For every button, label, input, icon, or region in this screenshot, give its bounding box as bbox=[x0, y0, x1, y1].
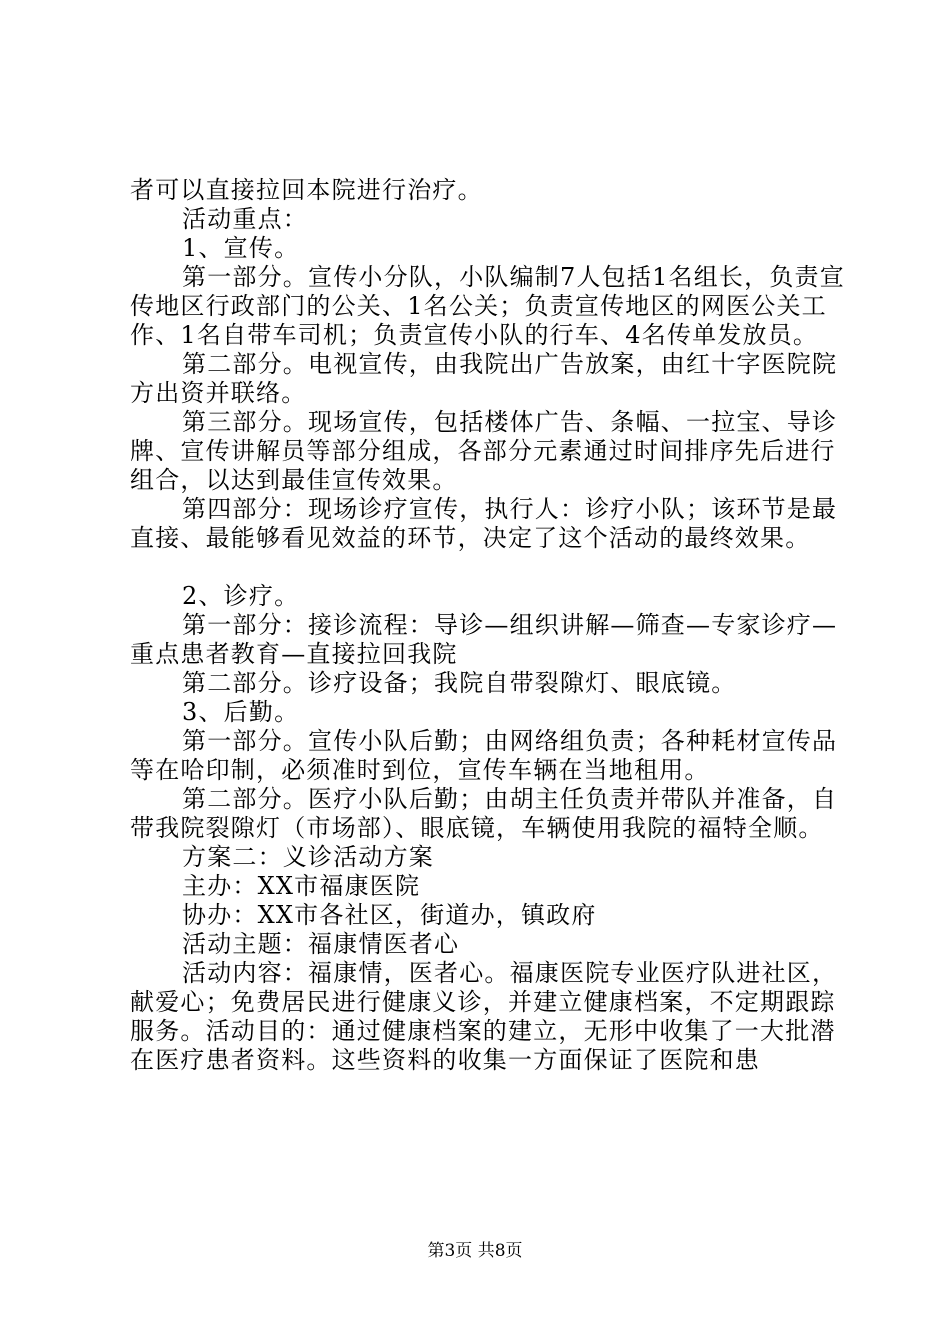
document-body bbox=[130, 176, 850, 1075]
plan-co-organizer: 协办：XX市各社区，街道办，镇政府 bbox=[182, 901, 597, 929]
page-number: 第3页 共8页 bbox=[427, 1241, 523, 1261]
section-heading-activity-focus: 活动重点： bbox=[182, 205, 308, 233]
paragraph-logistics-part-2: 第二部分。医疗小队后勤；由胡主任负责并带队并准备，自带我院裂隙灯（市场部）、眼底镜，车辆使用我院的福特全顺。 bbox=[130, 785, 838, 842]
section-heading-publicity: 1、宣传。 bbox=[182, 234, 300, 262]
paragraph-publicity-part-1: 第一部分。宣传小分队，小队编制7人包括1名组长，负责宣传地区行政部门的公关、1名公关；负责宣传地区的网医公关工作、1名自带车司机；负责宣传小队的行车、4名传单发放员。 bbox=[130, 263, 845, 349]
plan-theme: 活动主题：福康情医者心 bbox=[182, 930, 460, 958]
paragraph-publicity-part-4: 第四部分：现场诊疗宣传，执行人：诊疗小队；该环节是最直接、最能够看见效益的环节，决定了这个活动的最终效果。 bbox=[130, 495, 838, 552]
paragraph-diagnosis-part-2: 第二部分。诊疗设备；我院自带裂隙灯、眼底镜。 bbox=[182, 669, 737, 697]
section-heading-diagnosis: 2、诊疗。 bbox=[182, 582, 300, 610]
plan-two-title: 方案二：义诊活动方案 bbox=[182, 843, 434, 871]
paragraph-logistics-part-1: 第一部分。宣传小队后勤；由网络组负责；各种耗材宣传品等在哈印制，必须准时到位，宣传车辆在当地租用。 bbox=[130, 727, 838, 784]
plan-content: 活动内容：福康情，医者心。福康医院专业医疗队进社区，献爱心；免费居民进行健康义诊，并建立健康档案，不定期跟踪服务。活动目的：通过健康档案的建立，无形中收集了一大批潜在医疗患者资料。这些资料的收集一方面保证了医院和患 bbox=[130, 959, 838, 1074]
paragraph-publicity-part-3: 第三部分。现场宣传，包括楼体广告、条幅、一拉宝、导诊牌、宣传讲解员等部分组成，各部分元素通过时间排序先后进行组合，以达到最佳宣传效果。 bbox=[130, 408, 838, 494]
section-heading-logistics: 3、后勤。 bbox=[182, 698, 300, 726]
paragraph-diagnosis-part-1: 第一部分：接诊流程：导诊—组织讲解—筛查—专家诊疗—重点患者教育—直接拉回我院 bbox=[130, 611, 838, 668]
paragraph-continuation: 者可以直接拉回本院进行治疗。 bbox=[130, 176, 483, 204]
paragraph-publicity-part-2: 第二部分。电视宣传，由我院出广告放案，由红十字医院院方出资并联络。 bbox=[130, 350, 838, 407]
plan-organizer: 主办：XX市福康医院 bbox=[182, 872, 421, 900]
paragraph-gap bbox=[130, 553, 850, 582]
